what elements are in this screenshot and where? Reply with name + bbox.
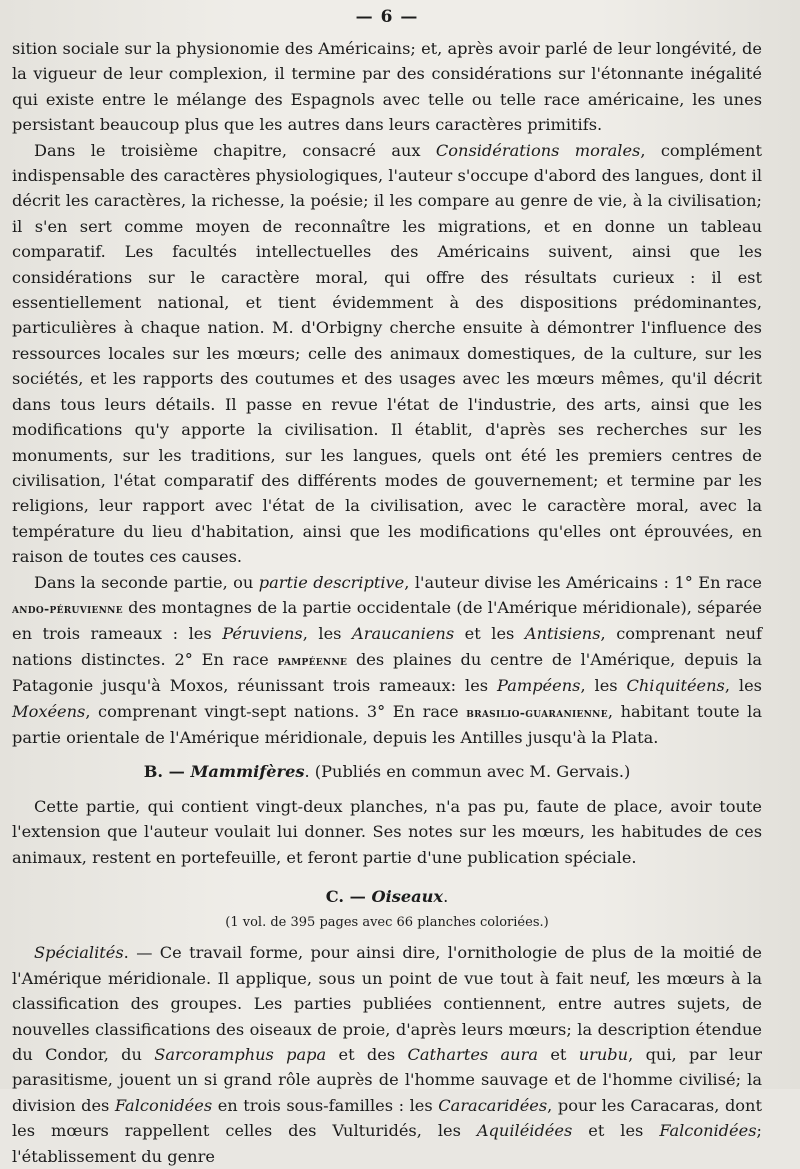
italic-term: Aquiléidées — [476, 1121, 573, 1141]
heading-letter: B. — — [143, 762, 191, 782]
text-run: des montagnes de la partie occidentale (de l'Amérique méridionale), séparée en trois rameaux : les — [12, 597, 762, 644]
paragraph-mammiferes: Cette partie, qui contient vingt-deux planches, n'a pas pu, faute de place, avoir toute l'extension que l'auteur voulait lui donner. Ses notes sur les mœurs, les habitudes de ces animaux, restent en portefeuille, et feront partie d'une publication spéciale. — [12, 796, 762, 867]
paragraph-anthropology-conclusion: sition sociale sur la physionomie des Américains; et, après avoir parlé de leur longévité, de la vigueur de leur complexion, il termine par des considérations sur l'étonnante inégalité qui existe entre le mélange des Espagnols avec telle ou telle race américaine, les unes persistant beaucoup plus que les autres dans leurs caractères primitifs. — [12, 39, 762, 135]
text-run: , complément indispensable des caractères physiologiques, l'auteur s'occupe d'abord des langues, dont il décrit les caractères, la richesse, la poésie; il les compare au genre de vie, à la civilisation; il s'en sert comme moyen de reconnaître les migrations, et en donne un tableau comparatif. Les facultés intellectuelles des Américains suivent, ainsi que les considérations sur le caractère moral, qui offre des résultats curieux : il est essentiellement national, et tient évidemment à des dispositions prédominantes, particulières à chaque nation. M. d'Orbigny cherche ensuite à démontrer l'influence des ressources locales sur les mœurs; celle des animaux domestiques, de la culture, sur les sociétés, et les rapports des coutumes et des usages avec les mœurs mêmes, qu'il décrit dans tous leurs détails. Il passe en revue l'état de l'industrie, des arts, ainsi que les modifications qu'y apporte la civilisation. Il établit, d'après ses recherches sur les monuments, sur les traditions, sur les langues, quels ont été les premiers centres de civilisation, l'état comparatif des différents modes de gouvernement; et termine par les religions, leur rapport avec l'état de la civilisation, avec le caractère moral, avec la température du lieu d'habitation, ainsi que les modifications qu'elles ont éprouvées, en raison de toutes ces causes. — [12, 140, 762, 567]
heading-note: . — [443, 887, 449, 906]
text-run: et des — [326, 1045, 408, 1065]
italic-term: Araucaniens — [352, 624, 455, 644]
text-run: ; l'établissement du genre — [12, 1121, 762, 1166]
smallcaps-race: pampéenne — [277, 652, 348, 668]
text-run: , comprenant neuf nations distinctes. 2° En race — [12, 624, 762, 669]
italic-term: Spécialités — [34, 943, 124, 963]
text-run: Dans le troisième chapitre, consacré aux — [34, 140, 436, 160]
text-run: . — Ce travail forme, pour ainsi dire, l'ornithologie de plus de la moitié de l'Amérique méridionale. Il applique, sous un point de vue tout à fait neuf, les mœurs à la classification des groupes. Les parties publiées contiennent, entre autres sujets, de nouvelles classifications des oiseaux de proie, d'après leurs mœurs; la description étendue du Condor, du — [12, 943, 762, 1065]
smallcaps-race: brasilio-guaranienne — [466, 704, 608, 720]
text-run: , habitant toute la partie orientale de l'Amérique méridionale, depuis les Antilles jusqu'à la Plata. — [12, 701, 763, 747]
text-run: en trois sous-familles : les — [212, 1095, 439, 1115]
italic-term: Considérations morales — [435, 140, 641, 160]
italic-term: Caracaridées — [438, 1095, 548, 1115]
paragraph-moral-considerations — [12, 138, 762, 570]
italic-term: Chiquitéens — [626, 676, 725, 696]
text-run: , les — [580, 676, 627, 696]
section-heading-oiseaux — [12, 884, 762, 909]
paragraph-descriptive-part — [12, 570, 762, 751]
page-number: — 6 — — [355, 7, 419, 27]
text-run: Dans la seconde partie, ou — [34, 572, 259, 592]
text-run: , les — [302, 624, 353, 644]
volume-note: (1 vol. de 395 pages avec 66 planches coloriées.) — [225, 915, 549, 931]
section-heading-mammiferes — [12, 759, 762, 784]
italic-term: Moxéens — [12, 701, 86, 721]
italic-term: Péruviens — [222, 624, 303, 644]
smallcaps-race: ando-péruvienne — [12, 600, 123, 616]
italic-term: Sarcoramphus papa — [154, 1045, 327, 1065]
heading-letter: C. — — [325, 887, 372, 906]
italic-term: Antisiens — [524, 624, 601, 644]
italic-term: partie descriptive — [258, 572, 405, 592]
heading-title: Oiseaux — [371, 887, 444, 906]
text-run: , l'auteur divise les Américains : 1° En race — [404, 572, 762, 592]
text-run: , pour les Caracaras, dont les mœurs rappellent celles des Vulturidés, les — [12, 1095, 762, 1141]
text-run: et les — [454, 624, 525, 644]
italic-term: urubu — [578, 1045, 629, 1065]
text-run: , les — [724, 676, 762, 696]
italic-term: Pampéens — [497, 676, 581, 696]
text-run: , comprenant vingt-sept nations. 3° En race — [85, 701, 467, 721]
paragraph-oiseaux — [12, 940, 762, 1169]
italic-term: Falconidées — [114, 1095, 213, 1115]
text-run: des plaines du centre de l'Amérique, depuis la Patagonie jusqu'à Moxos, réunissant trois rameaux: les — [12, 649, 762, 696]
italic-term: Cathartes aura — [407, 1045, 538, 1065]
italic-term: Falconidées — [659, 1121, 757, 1141]
heading-note: . (Publiés en commun avec M. Gervais.) — [304, 762, 631, 782]
text-run: et les — [572, 1121, 660, 1141]
text-run: , qui, par leur parasitisme, jouent un si grand rôle auprès de l'homme sauvage et de l'homme civilisé; la division des — [12, 1045, 762, 1115]
text-run: et — [538, 1045, 579, 1065]
heading-title: Mammifères — [190, 762, 305, 782]
